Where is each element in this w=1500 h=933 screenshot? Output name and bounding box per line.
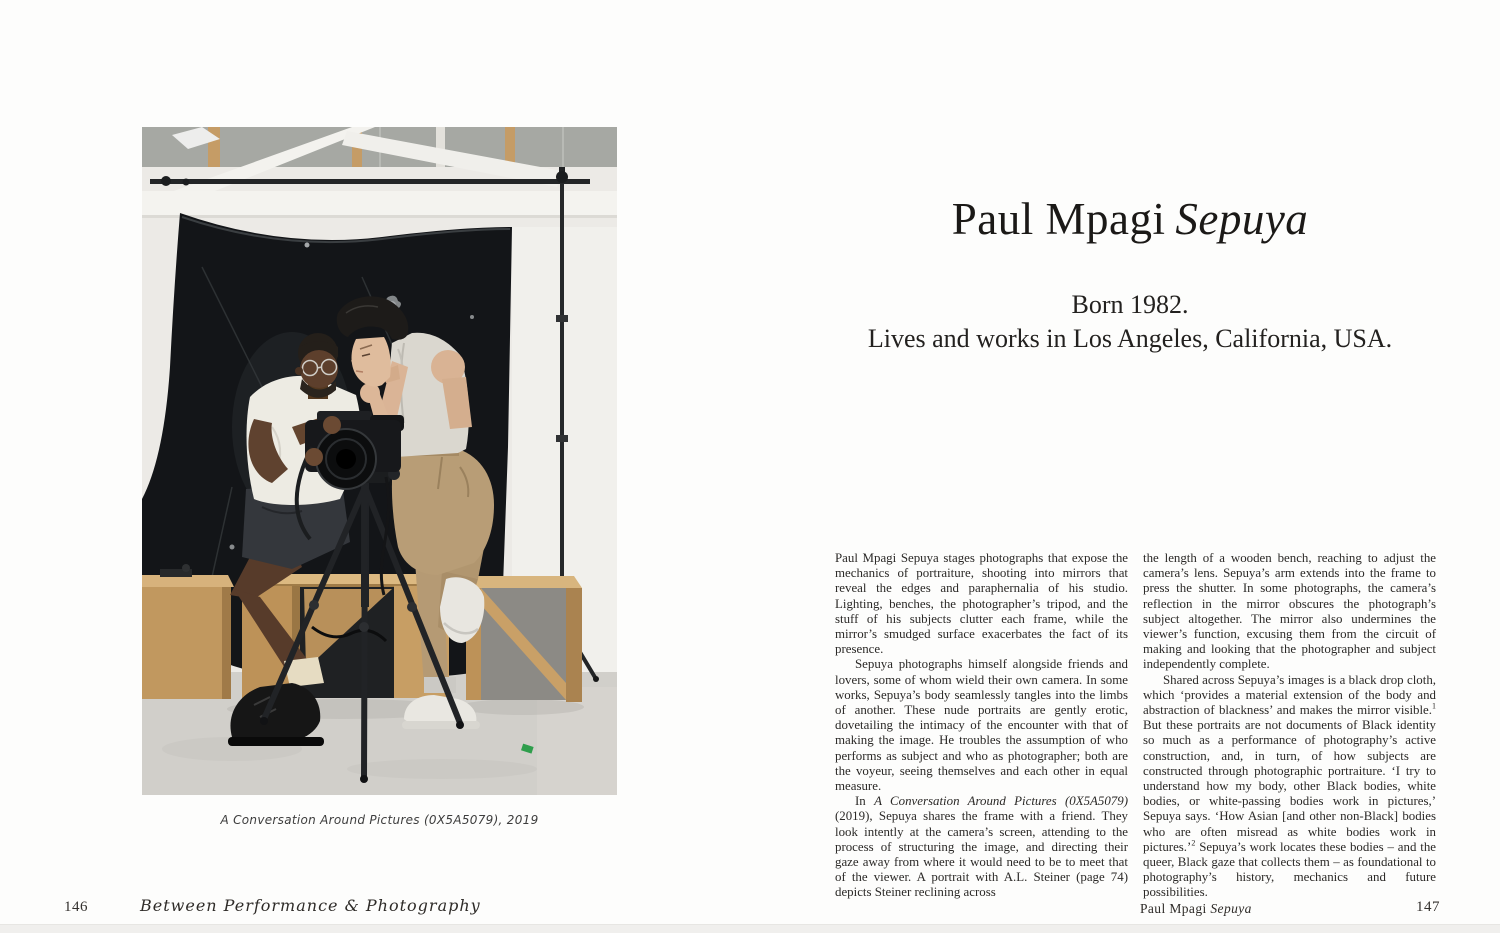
artist-title-regular: Paul Mpagi <box>951 194 1166 244</box>
studio-photograph <box>142 127 617 795</box>
body-paragraph: Paul Mpagi Sepuya stages photographs that expose the mechanics of portraiture, shooting into mirrors that reveal the edges and paraphernalia of his studio. Lighting, benches, the photographer’s tripod, and the stuff of his subjects clutter each frame, while the mirror’s smudged surface exacerbates the fact of its presence. <box>835 551 1128 657</box>
article-column-left <box>835 551 1128 901</box>
body-paragraph: In A Conversation Around Pictures (0X5A5079) (2019), Sepuya shares the frame with a friend. They look intently at the camera’s screen, attending to the process of structuring the image, and directing their gaze away from where it would need to be to meet that of the viewer. A portrait with A.L. Steiner (page 74) depicts Steiner reclining across <box>835 794 1128 900</box>
running-title-right-italic: Sepuya <box>1210 901 1252 916</box>
bio-lives-line: Lives and works in Los Angeles, California, USA. <box>867 324 1393 353</box>
artist-bio <box>770 288 1490 356</box>
page-bottom-edge <box>0 924 1500 933</box>
artist-title-italic: Sepuya <box>1175 194 1309 244</box>
article-column-right <box>1143 551 1436 901</box>
artist-title <box>770 193 1490 245</box>
running-title-right-regular: Paul Mpagi <box>1140 901 1207 916</box>
body-paragraph: the length of a wooden bench, reaching to adjust the camera’s lens. Sepuya’s arm extends into the frame to press the shutter. In some photographs, the camera’s reflection in the mirror obscures the photograph’s subject altogether. The mirror also undermines the viewer’s function, excusing them from the circuit of making and looking that the photographer and subject independently complete. <box>1143 551 1436 672</box>
running-title-left: Between Performance & Photography <box>140 896 481 915</box>
studio-photo-illustration <box>142 127 617 795</box>
body-paragraph: Shared across Sepuya’s images is a black drop cloth, which ‘provides a material extension of the body and abstraction of blackness’ and makes the mirror visible.$^1$ But these portraits are not documents of Black identity so much as a performance of photography’s active construction, and, in turn, of how subjects are constructed through photographic portraiture. ‘I try to understand how my body, other Black bodies, white bodies, or white-passing bodies work in pictures,’ Sepuya says. ‘How Asian [and other non-Black] bodies who are often misread as white bodies work in pictures.’$^2$ Sepuya’s work locates these bodies – and the queer, Black gaze that collects them – as foundational to photography’s history, mechanics and future possibilities. <box>1143 672 1436 900</box>
running-title-right <box>1140 901 1252 917</box>
bio-born-line: Born 1982. <box>1071 290 1189 319</box>
article-body <box>835 551 1436 901</box>
photo-caption: A Conversation Around Pictures (0X5A5079), 2019 <box>220 813 539 827</box>
body-paragraph: Sepuya photographs himself alongside friends and lovers, some of whom wield their own camera. In some works, Sepuya’s body seamlessly tangles into the limbs of another. These nude portraits are gently erotic, dovetailing the intimacy of the encounter with that of making the image. He troubles the assumption of who performs as subject and who as photographer; both are the voyeur, seeing themselves and each other in equal measure. <box>835 657 1128 794</box>
page-number-left: 146 <box>64 899 88 915</box>
page-number-right: 147 <box>1416 899 1440 915</box>
